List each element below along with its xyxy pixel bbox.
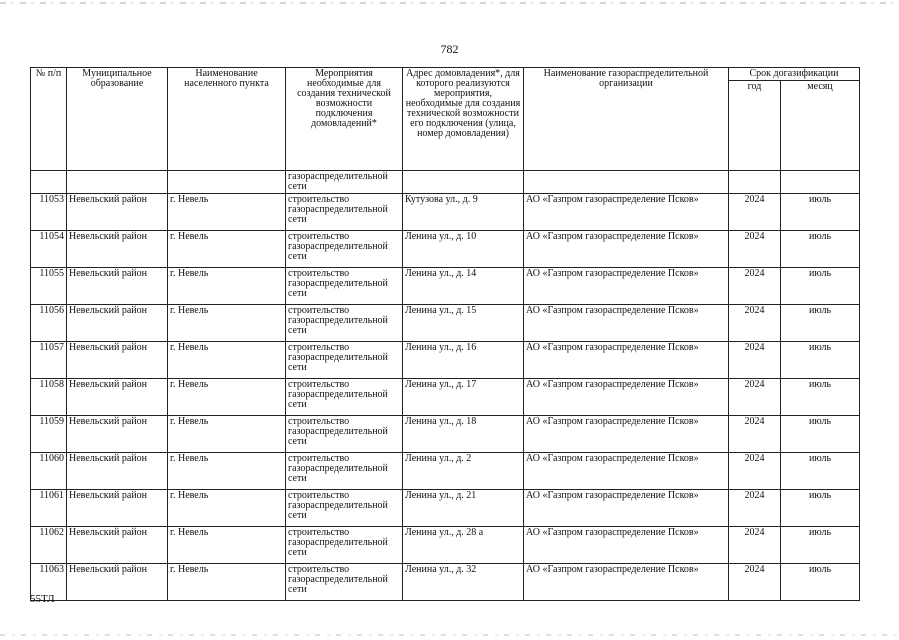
cell-municipality: Невельский район — [67, 194, 168, 231]
cell-month: июль — [781, 416, 860, 453]
cell-month: июль — [781, 564, 860, 601]
table-row — [31, 490, 860, 527]
cell-measure: строительство газораспределительной сети — [286, 490, 403, 527]
cell-settlement: г. Невель — [168, 231, 286, 268]
cell-settlement: г. Невель — [168, 453, 286, 490]
cell-measure: строительство газораспределительной сети — [286, 527, 403, 564]
cell-organization: АО «Газпром газораспределение Псков» — [524, 231, 729, 268]
header-measures: Мероприятия необходимые для создания технической возможности подключения домовладений* — [286, 68, 403, 171]
cell-organization: АО «Газпром газораспределение Псков» — [524, 416, 729, 453]
cell-num: 11057 — [31, 342, 67, 379]
cell-year: 2024 — [729, 231, 781, 268]
cell-month: июль — [781, 231, 860, 268]
cell-month: июль — [781, 379, 860, 416]
cell-num: 11062 — [31, 527, 67, 564]
cell-municipality: Невельский район — [67, 490, 168, 527]
cell-address: Ленина ул., д. 17 — [403, 379, 524, 416]
cell-settlement: г. Невель — [168, 342, 286, 379]
cell-year: 2024 — [729, 342, 781, 379]
table-row — [31, 453, 860, 490]
header-address: Адрес домовладения*, для которого реализуются мероприятия, необходимые для создания технической возможности его подключения (улица, номер домовладения) — [403, 68, 524, 171]
cell-num: 11061 — [31, 490, 67, 527]
cell-municipality: Невельский район — [67, 564, 168, 601]
cell-measure: строительство газораспределительной сети — [286, 305, 403, 342]
footer-code: 55ТЛ — [30, 593, 55, 605]
cell-municipality: Невельский район — [67, 231, 168, 268]
cell-settlement: г. Невель — [168, 564, 286, 601]
header-settlement: Наименование населенного пункта — [168, 68, 286, 171]
table-row — [31, 268, 860, 305]
table-body — [31, 171, 860, 601]
cell-organization: АО «Газпром газораспределение Псков» — [524, 453, 729, 490]
cell-measure: строительство газораспределительной сети — [286, 342, 403, 379]
cell-address: Ленина ул., д. 32 — [403, 564, 524, 601]
cell-organization: АО «Газпром газораспределение Псков» — [524, 490, 729, 527]
header-num: № п/п — [31, 68, 67, 171]
scan-edge-bottom — [0, 634, 899, 636]
cell-organization: АО «Газпром газораспределение Псков» — [524, 379, 729, 416]
header-year: год — [729, 81, 781, 171]
continuation-row — [31, 171, 860, 194]
table-row — [31, 231, 860, 268]
gasification-table — [30, 67, 860, 601]
cell-organization: АО «Газпром газораспределение Псков» — [524, 527, 729, 564]
cell-num: 11056 — [31, 305, 67, 342]
cell-year: 2024 — [729, 527, 781, 564]
cell-settlement: г. Невель — [168, 490, 286, 527]
cell-year: 2024 — [729, 194, 781, 231]
scan-edge-top — [0, 2, 899, 4]
cell-settlement: г. Невель — [168, 305, 286, 342]
cell-address: Ленина ул., д. 18 — [403, 416, 524, 453]
cell-settlement: г. Невель — [168, 527, 286, 564]
cell-organization: АО «Газпром газораспределение Псков» — [524, 305, 729, 342]
cell-address: Ленина ул., д. 15 — [403, 305, 524, 342]
cell-month: июль — [781, 453, 860, 490]
cell-organization: АО «Газпром газораспределение Псков» — [524, 268, 729, 305]
cell-address: Ленина ул., д. 10 — [403, 231, 524, 268]
header-row-1 — [31, 68, 860, 81]
cell-num: 11053 — [31, 194, 67, 231]
cell-month: июль — [781, 527, 860, 564]
continuation-text: газораспределительной сети — [286, 171, 403, 194]
cell-measure: строительство газораспределительной сети — [286, 564, 403, 601]
cell-measure: строительство газораспределительной сети — [286, 194, 403, 231]
header-municipality: Муниципальное образование — [67, 68, 168, 171]
cell-num: 11059 — [31, 416, 67, 453]
cell-num: 11058 — [31, 379, 67, 416]
cell-num: 11060 — [31, 453, 67, 490]
table-row — [31, 379, 860, 416]
cell-measure: строительство газораспределительной сети — [286, 379, 403, 416]
cell-municipality: Невельский район — [67, 342, 168, 379]
cell-settlement: г. Невель — [168, 194, 286, 231]
cell-address: Ленина ул., д. 16 — [403, 342, 524, 379]
cell-year: 2024 — [729, 305, 781, 342]
cell-num: 11063 — [31, 564, 67, 601]
cell-address: Кутузова ул., д. 9 — [403, 194, 524, 231]
cell-measure: строительство газораспределительной сети — [286, 231, 403, 268]
cell-measure: строительство газораспределительной сети — [286, 416, 403, 453]
header-organization: Наименование газораспределительной организации — [524, 68, 729, 171]
cell-settlement: г. Невель — [168, 379, 286, 416]
cell-year: 2024 — [729, 564, 781, 601]
cell-municipality: Невельский район — [67, 416, 168, 453]
cell-address: Ленина ул., д. 21 — [403, 490, 524, 527]
cell-municipality: Невельский район — [67, 453, 168, 490]
cell-month: июль — [781, 305, 860, 342]
table-row — [31, 527, 860, 564]
table-row — [31, 305, 860, 342]
cell-organization: АО «Газпром газораспределение Псков» — [524, 194, 729, 231]
cell-organization: АО «Газпром газораспределение Псков» — [524, 564, 729, 601]
header-month: месяц — [781, 81, 860, 171]
cell-municipality: Невельский район — [67, 268, 168, 305]
page-number: 782 — [440, 42, 459, 56]
header-term: Срок догазификации — [729, 68, 860, 81]
cell-month: июль — [781, 342, 860, 379]
cell-month: июль — [781, 490, 860, 527]
cell-address: Ленина ул., д. 28 а — [403, 527, 524, 564]
cell-month: июль — [781, 194, 860, 231]
cell-year: 2024 — [729, 453, 781, 490]
cell-organization: АО «Газпром газораспределение Псков» — [524, 342, 729, 379]
cell-num: 11055 — [31, 268, 67, 305]
cell-measure: строительство газораспределительной сети — [286, 453, 403, 490]
cell-measure: строительство газораспределительной сети — [286, 268, 403, 305]
table-row — [31, 564, 860, 601]
cell-year: 2024 — [729, 490, 781, 527]
cell-municipality: Невельский район — [67, 527, 168, 564]
cell-address: Ленина ул., д. 2 — [403, 453, 524, 490]
cell-num: 11054 — [31, 231, 67, 268]
cell-year: 2024 — [729, 416, 781, 453]
cell-year: 2024 — [729, 268, 781, 305]
cell-address: Ленина ул., д. 14 — [403, 268, 524, 305]
cell-year: 2024 — [729, 379, 781, 416]
table-row — [31, 416, 860, 453]
cell-municipality: Невельский район — [67, 379, 168, 416]
cell-settlement: г. Невель — [168, 416, 286, 453]
cell-settlement: г. Невель — [168, 268, 286, 305]
table-row — [31, 342, 860, 379]
cell-municipality: Невельский район — [67, 305, 168, 342]
cell-month: июль — [781, 268, 860, 305]
table-row — [31, 194, 860, 231]
